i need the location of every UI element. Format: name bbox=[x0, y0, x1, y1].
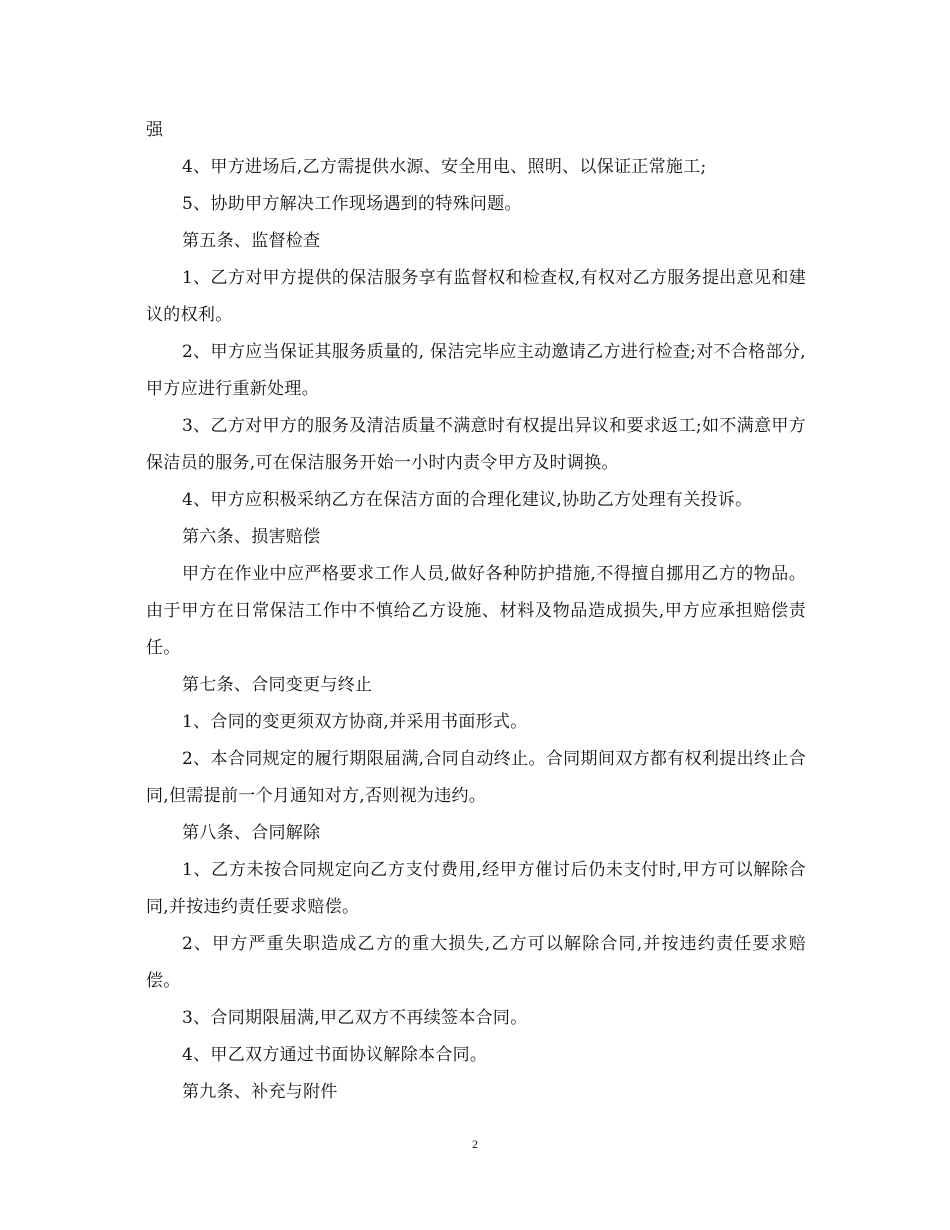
paragraph-clause-7-item-2: 2、本合同规定的履行期限届满,合同自动终止。合同期间双方都有权利提出终止合同,但需提前一个月通知对方,否则视为违约。 bbox=[146, 749, 806, 806]
paragraph-clause-8-item-4: 4、甲乙双方通过书面协议解除本合同。 bbox=[182, 1045, 488, 1065]
paragraph-clause-6: 甲方在作业中应严格要求工作人员,做好各种防护措施,不得擅自挪用乙方的物品。由于甲方在日常保洁工作中不慎给乙方设施、材料及物品造成损失,甲方应承担赔偿责任。 bbox=[146, 564, 806, 658]
paragraph-clause-8-item-1: 1、乙方未按合同规定向乙方支付费用,经甲方催讨后仍未支付时,甲方可以解除合同,并按违约责任要求赔偿。 bbox=[146, 860, 806, 917]
section-heading-8: 第八条、合同解除 bbox=[182, 823, 321, 843]
paragraph-clause-5-item-4: 4、甲方应积极采纳乙方在保洁方面的合理化建议,协助乙方处理有关投诉。 bbox=[182, 490, 753, 510]
paragraph-clause-5-item-1: 1、乙方对甲方提供的保洁服务享有监督权和检查权,有权对乙方服务提出意见和建议的权利。 bbox=[146, 268, 806, 325]
paragraph-clause-4-item-4: 4、甲方进场后,乙方需提供水源、安全用电、照明、以保证正常施工; bbox=[182, 157, 707, 177]
section-heading-5: 第五条、监督检查 bbox=[182, 231, 321, 251]
document-body bbox=[146, 112, 806, 1111]
section-heading-6: 第六条、损害赔偿 bbox=[182, 527, 321, 547]
page-number: 2 bbox=[472, 1137, 478, 1151]
paragraph-clause-5-item-3: 3、乙方对甲方的服务及清洁质量不满意时有权提出异议和要求返工;如不满意甲方保洁员的服务,可在保洁服务开始一小时内责令甲方及时调换。 bbox=[146, 416, 806, 473]
paragraph-clause-7-item-1: 1、合同的变更须双方协商,并采用书面形式。 bbox=[182, 712, 528, 732]
section-heading-7: 第七条、合同变更与终止 bbox=[182, 675, 373, 695]
paragraph-clause-8-item-2: 2、甲方严重失职造成乙方的重大损失,乙方可以解除合同,并按违约责任要求赔偿。 bbox=[146, 934, 806, 991]
paragraph-clause-8-item-3: 3、合同期限届满,甲乙双方不再续签本合同。 bbox=[182, 1008, 528, 1028]
section-heading-9: 第九条、补充与附件 bbox=[182, 1082, 338, 1102]
paragraph-continuation: 强 bbox=[146, 120, 164, 140]
paragraph-clause-5-item-2: 2、甲方应当保证其服务质量的, 保洁完毕应主动邀请乙方进行检查;对不合格部分,甲方应进行重新处理。 bbox=[146, 342, 806, 399]
paragraph-clause-4-item-5: 5、协助甲方解决工作现场遇到的特殊问题。 bbox=[182, 194, 522, 214]
